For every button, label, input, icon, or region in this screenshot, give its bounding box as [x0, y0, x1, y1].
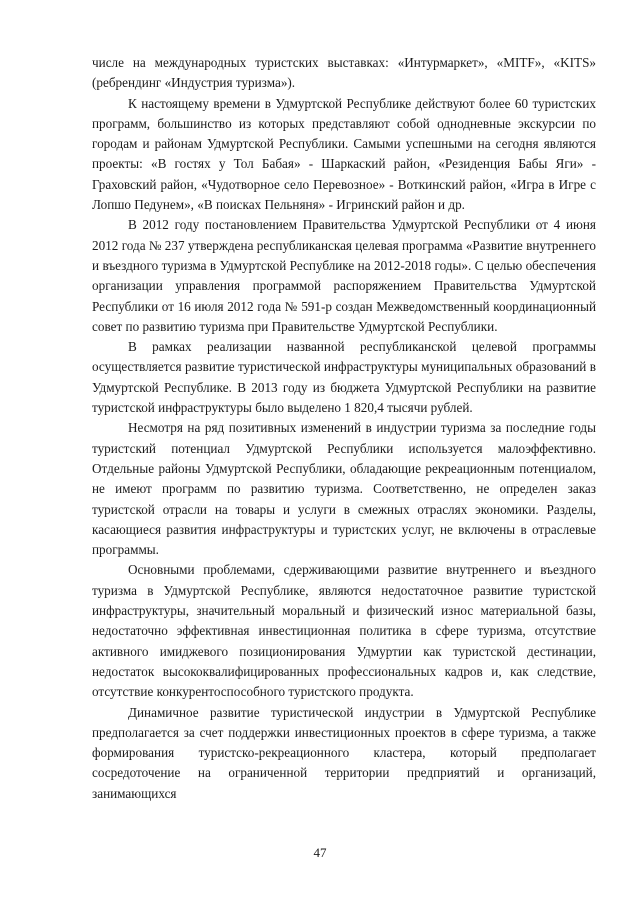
paragraph-6: Основными проблемами, сдерживающими развитие внутреннего и въездного туризма в Удмуртской Республике, являются недостаточное развитие туристской инфраструктуры, значительный моральный и физический износ материальной базы, недостаточно эффективная инвестиционная политика в сфере туризма, отсутствие активного имиджевого позиционирования Удмуртии как туристской дестинации, недостаток высококвалифицированных профессиональных кадров и, как следствие, отсутствие конкурентоспособного туристского продукта.	[92, 562, 596, 700]
paragraph-4: В рамках реализации названной республиканской целевой программы осуществляется развитие туристической инфраструктуры муниципальных образований в Удмуртской Республике. В 2013 году из бюджета Удмуртской Республики на развитие туристской инфраструктуры было выделено 1 820,4 тысячи рублей.	[92, 339, 596, 416]
paragraph-2: К настоящему времени в Удмуртской Республике действуют более 60 туристских программ, большинство из которых представляют собой однодневные экскурсии по городам и районам Удмуртской Республики. Самыми успешными на сегодня являются проекты: «В гостях у Тол Бабая» - Шаркаский район, «Резиденция Бабы Яги» - Граховский район, «Чудотворное село Перевозное» - Воткинский район, «Игра в Игре с Лопшо Педунем», «В поисках Пельняня» - Игринский район и др.	[92, 95, 596, 213]
paragraph-5: Несмотря на ряд позитивных изменений в индустрии туризма за последние годы туристский потенциал Удмуртской Республики используется малоэффективно. Отдельные районы Удмуртской Республики, обладающие рекреационным потенциалом, не имеют программ по развитию туризма. Соответственно, не определен заказ туристской отрасли на товары и услуги в смежных отраслях экономики. Разделы, касающиеся развития инфраструктуры и туристских услуг, не включены в отраслевые программы.	[92, 420, 596, 558]
paragraph-7: Динамичное развитие туристической индустрии в Удмуртской Республике предполагается за счет поддержки инвестиционных проектов в сфере туризма, а также формирования туристско-рекреационного кластера, который предполагает сосредоточение на ограниченной территории предприятий и организаций, занимающихся	[92, 704, 596, 801]
page-number: 47	[313, 845, 327, 860]
document-body	[92, 53, 596, 804]
paragraph-3: В 2012 году постановлением Правительства Удмуртской Республики от 4 июня 2012 года № 237 утверждена республиканская целевая программа «Развитие внутреннего и въездного туризма в Удмуртской Республике на 2012-2018 годы». С целью обеспечения организации управления программой распоряжением Правительства Удмуртской Республики от 16 июля 2012 года № 591-р создан Межведомственный координационный совет по развитию туризма при Правительстве Удмуртской Республики.	[92, 217, 596, 334]
paragraph-1: числе на международных туристских выставках: «Интурмаркет», «MITF», «KITS» (ребрендинг «Индустрия туризма»).	[92, 55, 596, 91]
